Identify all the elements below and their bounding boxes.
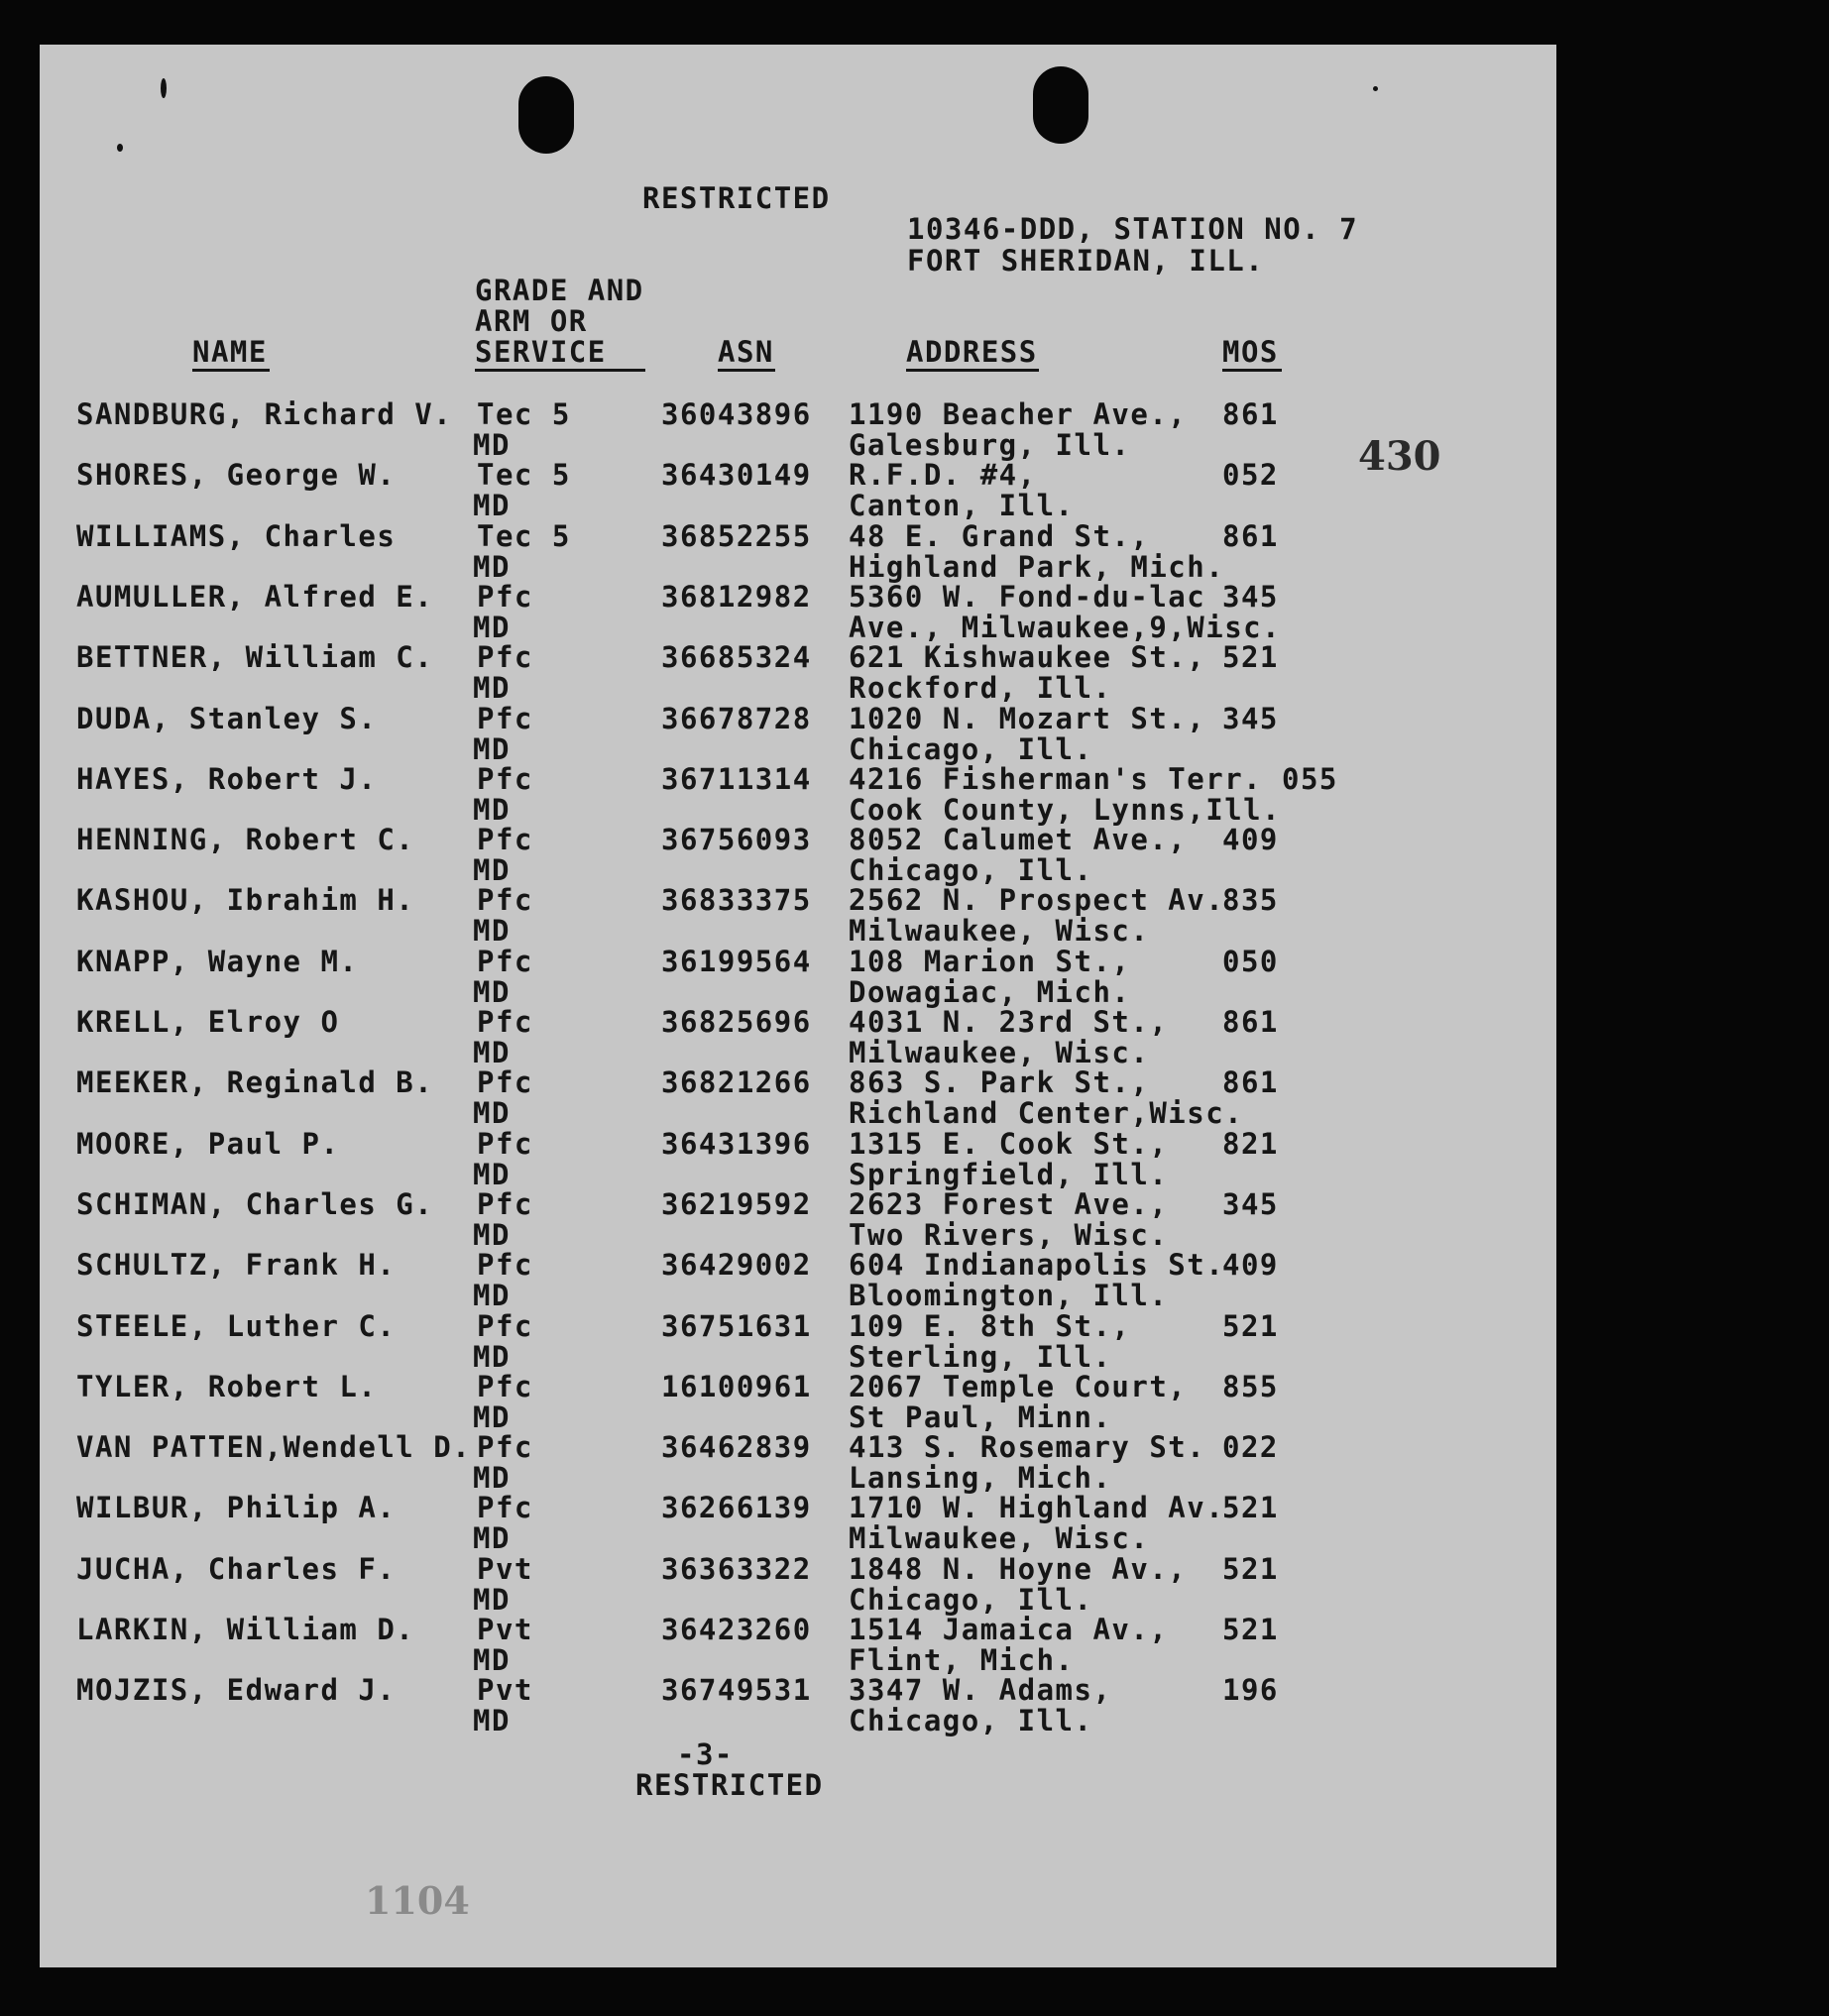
arm-cell: MD bbox=[473, 914, 511, 949]
mos-cell: 052 bbox=[1222, 458, 1279, 493]
mos-cell: 821 bbox=[1222, 1126, 1279, 1161]
ink-speck bbox=[1373, 86, 1378, 91]
name-cell: BETTNER, William C. bbox=[76, 640, 434, 675]
address-line1-cell: 4031 N. 23rd St., bbox=[849, 1005, 1169, 1039]
name-cell: KNAPP, Wayne M. bbox=[76, 944, 359, 978]
grade-cell: Tec 5 bbox=[477, 458, 571, 493]
arm-cell: MD bbox=[473, 1400, 511, 1434]
mos-cell: 521 bbox=[1222, 640, 1279, 675]
classification-bottom: RESTRICTED bbox=[635, 1768, 824, 1802]
grade-cell: Pfc bbox=[477, 701, 533, 735]
asn-cell: 36711314 bbox=[661, 761, 812, 796]
mos-cell: 345 bbox=[1222, 579, 1279, 614]
column-header-grade-line3: SERVICE bbox=[475, 335, 607, 369]
address-line2-cell: Chicago, Ill. bbox=[849, 731, 1093, 766]
address-line1-cell: R.F.D. #4, bbox=[849, 458, 1037, 493]
name-cell: MOJZIS, Edward J. bbox=[76, 1673, 397, 1708]
address-line1-cell: 2562 N. Prospect Av. bbox=[849, 883, 1225, 918]
column-header-asn: ASN bbox=[718, 335, 774, 369]
asn-cell: 36751631 bbox=[661, 1308, 812, 1343]
arm-cell: MD bbox=[473, 1461, 511, 1496]
arm-cell: MD bbox=[473, 1157, 511, 1191]
arm-cell: MD bbox=[473, 428, 511, 462]
name-cell: DUDA, Stanley S. bbox=[76, 701, 378, 735]
mos-cell: 521 bbox=[1222, 1308, 1279, 1343]
address-line1-cell: 48 E. Grand St., bbox=[849, 518, 1150, 553]
mos-cell: 855 bbox=[1222, 1369, 1279, 1403]
column-header-asn-underline bbox=[718, 369, 775, 372]
column-header-grade-line1: GRADE AND bbox=[475, 274, 644, 307]
grade-cell: Pfc bbox=[477, 883, 533, 918]
asn-cell: 36431396 bbox=[661, 1126, 812, 1161]
address-line1-cell: 8052 Calumet Ave., bbox=[849, 823, 1188, 857]
asn-cell: 36043896 bbox=[661, 397, 812, 431]
address-line2-cell: Rockford, Ill. bbox=[849, 671, 1112, 706]
mos-cell: 861 bbox=[1222, 1005, 1279, 1039]
address-line1-cell: 1020 N. Mozart St., bbox=[849, 701, 1206, 735]
address-line1-cell: 1848 N. Hoyne Av., bbox=[849, 1551, 1188, 1586]
asn-cell: 36430149 bbox=[661, 458, 812, 493]
name-cell: SCHULTZ, Frank H. bbox=[76, 1248, 397, 1283]
grade-cell: Pfc bbox=[477, 1369, 533, 1403]
name-cell: SCHIMAN, Charles G. bbox=[76, 1186, 434, 1221]
grade-cell: Tec 5 bbox=[477, 518, 571, 553]
address-line1-cell: 3347 W. Adams, bbox=[849, 1673, 1112, 1708]
arm-cell: MD bbox=[473, 1036, 511, 1069]
mos-cell: 409 bbox=[1222, 1248, 1279, 1283]
column-header-grade-underline bbox=[475, 369, 645, 372]
grade-cell: Tec 5 bbox=[477, 397, 571, 431]
punch-hole-left bbox=[518, 76, 574, 154]
arm-cell: MD bbox=[473, 731, 511, 766]
grade-cell: Pfc bbox=[477, 944, 533, 978]
classification-top: RESTRICTED bbox=[642, 181, 831, 215]
asn-cell: 36833375 bbox=[661, 883, 812, 918]
name-cell: JUCHA, Charles F. bbox=[76, 1551, 397, 1586]
arm-cell: MD bbox=[473, 1643, 511, 1677]
grade-cell: Pfc bbox=[477, 579, 533, 614]
address-line2-cell: St Paul, Minn. bbox=[849, 1400, 1112, 1434]
mos-cell: 835 bbox=[1222, 883, 1279, 918]
address-line2-cell: Dowagiac, Mich. bbox=[849, 974, 1131, 1009]
arm-cell: MD bbox=[473, 549, 511, 584]
address-line2-cell: Milwaukee, Wisc. bbox=[849, 1036, 1150, 1069]
mos-cell: 521 bbox=[1222, 1613, 1279, 1646]
address-line2-cell: Sterling, Ill. bbox=[849, 1339, 1112, 1374]
address-line2-cell: Two Rivers, Wisc. bbox=[849, 1217, 1169, 1252]
mos-cell: 521 bbox=[1222, 1491, 1279, 1525]
name-cell: WILBUR, Philip A. bbox=[76, 1491, 397, 1525]
name-cell: MEEKER, Reginald B. bbox=[76, 1065, 434, 1100]
mos-cell: 196 bbox=[1222, 1673, 1279, 1708]
arm-cell: MD bbox=[473, 1279, 511, 1313]
name-cell: KRELL, Elroy O bbox=[76, 1005, 340, 1039]
arm-cell: MD bbox=[473, 1582, 511, 1617]
address-line2-cell: Galesburg, Ill. bbox=[849, 428, 1131, 462]
address-line2-cell: Chicago, Ill. bbox=[849, 853, 1093, 888]
name-cell: STEELE, Luther C. bbox=[76, 1308, 397, 1343]
asn-cell: 36756093 bbox=[661, 823, 812, 857]
asn-cell: 36199564 bbox=[661, 944, 812, 978]
address-line1-cell: 2623 Forest Ave., bbox=[849, 1186, 1169, 1221]
address-line1-cell: 4216 Fisherman's Terr. bbox=[849, 761, 1263, 796]
column-header-grade-line2: ARM OR bbox=[475, 304, 588, 338]
grade-cell: Pfc bbox=[477, 1005, 533, 1039]
column-header-address: ADDRESS bbox=[906, 335, 1038, 369]
arm-cell: MD bbox=[473, 974, 511, 1009]
name-cell: KASHOU, Ibrahim H. bbox=[76, 883, 415, 918]
arm-cell: MD bbox=[473, 853, 511, 888]
address-line1-cell: 109 E. 8th St., bbox=[849, 1308, 1131, 1343]
arm-cell: MD bbox=[473, 671, 511, 706]
mos-cell: 345 bbox=[1222, 701, 1279, 735]
arm-cell: MD bbox=[473, 1521, 511, 1556]
grade-cell: Pfc bbox=[477, 761, 533, 796]
address-line1-cell: 1190 Beacher Ave., bbox=[849, 397, 1188, 431]
address-line2-cell: Bloomington, Ill. bbox=[849, 1279, 1169, 1313]
mos-cell: 861 bbox=[1222, 1065, 1279, 1100]
asn-cell: 36423260 bbox=[661, 1613, 812, 1646]
address-line1-cell: 863 S. Park St., bbox=[849, 1065, 1150, 1100]
name-cell: AUMULLER, Alfred E. bbox=[76, 579, 434, 614]
grade-cell: Pfc bbox=[477, 823, 533, 857]
station-location: FORT SHERIDAN, ILL. bbox=[907, 244, 1265, 278]
column-header-address-underline bbox=[906, 369, 1039, 372]
address-line1-cell: 1710 W. Highland Av. bbox=[849, 1491, 1225, 1525]
address-line1-cell: 1315 E. Cook St., bbox=[849, 1126, 1169, 1161]
address-line2-cell: Canton, Ill. bbox=[849, 489, 1075, 523]
address-line2-cell: Cook County, Lynns,Ill. bbox=[849, 792, 1282, 827]
grade-cell: Pfc bbox=[477, 1186, 533, 1221]
name-cell: SHORES, George W. bbox=[76, 458, 397, 493]
page-stamp-number: 430 bbox=[1358, 433, 1441, 480]
asn-cell: 36429002 bbox=[661, 1248, 812, 1283]
ink-speck bbox=[161, 78, 167, 98]
address-line2-cell: Milwaukee, Wisc. bbox=[849, 1521, 1150, 1556]
asn-cell: 36266139 bbox=[661, 1491, 812, 1525]
mos-cell: 022 bbox=[1222, 1430, 1279, 1465]
address-line2-cell: Lansing, Mich. bbox=[849, 1461, 1112, 1496]
name-cell: TYLER, Robert L. bbox=[76, 1369, 378, 1403]
address-line1-cell: 5360 W. Fond-du-lac bbox=[849, 579, 1206, 614]
name-cell: HAYES, Robert J. bbox=[76, 761, 378, 796]
grade-cell: Pfc bbox=[477, 1065, 533, 1100]
grade-cell: Pfc bbox=[477, 640, 533, 675]
asn-cell: 16100961 bbox=[661, 1369, 812, 1403]
ink-speck bbox=[117, 144, 123, 152]
column-header-name: NAME bbox=[192, 335, 268, 369]
address-line2-cell: Milwaukee, Wisc. bbox=[849, 914, 1150, 949]
arm-cell: MD bbox=[473, 1217, 511, 1252]
name-cell: MOORE, Paul P. bbox=[76, 1126, 340, 1161]
punch-hole-right bbox=[1033, 66, 1088, 144]
name-cell: LARKIN, William D. bbox=[76, 1613, 415, 1646]
mos-cell: 050 bbox=[1222, 944, 1279, 978]
name-cell: HENNING, Robert C. bbox=[76, 823, 415, 857]
address-line2-cell: Richland Center,Wisc. bbox=[849, 1096, 1244, 1131]
asn-cell: 36685324 bbox=[661, 640, 812, 675]
address-line2-cell: Springfield, Ill. bbox=[849, 1157, 1169, 1191]
arm-cell: MD bbox=[473, 792, 511, 827]
address-line1-cell: 1514 Jamaica Av., bbox=[849, 1613, 1169, 1646]
name-cell: SANDBURG, Richard V. bbox=[76, 397, 453, 431]
address-line1-cell: 621 Kishwaukee St., bbox=[849, 640, 1206, 675]
asn-cell: 36363322 bbox=[661, 1551, 812, 1586]
column-header-mos-underline bbox=[1222, 369, 1282, 372]
grade-cell: Pfc bbox=[477, 1126, 533, 1161]
arm-cell: MD bbox=[473, 489, 511, 523]
arm-cell: MD bbox=[473, 1339, 511, 1374]
address-line2-cell: Flint, Mich. bbox=[849, 1643, 1075, 1677]
asn-cell: 36812982 bbox=[661, 579, 812, 614]
column-header-mos: MOS bbox=[1222, 335, 1279, 369]
page-number: -3- bbox=[677, 1737, 734, 1771]
address-line1-cell: 108 Marion St., bbox=[849, 944, 1131, 978]
mos-cell: 055 bbox=[1282, 761, 1338, 796]
asn-cell: 36852255 bbox=[661, 518, 812, 553]
arm-cell: MD bbox=[473, 1096, 511, 1131]
address-line1-cell: 413 S. Rosemary St. bbox=[849, 1430, 1206, 1465]
address-line2-cell: Ave., Milwaukee,9,Wisc. bbox=[849, 610, 1282, 644]
grade-cell: Pfc bbox=[477, 1430, 533, 1465]
mos-cell: 861 bbox=[1222, 397, 1279, 431]
archive-stamp-number: 1104 bbox=[365, 1878, 470, 1923]
asn-cell: 36678728 bbox=[661, 701, 812, 735]
address-line2-cell: Chicago, Ill. bbox=[849, 1704, 1093, 1738]
asn-cell: 36749531 bbox=[661, 1673, 812, 1708]
mos-cell: 861 bbox=[1222, 518, 1279, 553]
mos-cell: 521 bbox=[1222, 1551, 1279, 1586]
mos-cell: 345 bbox=[1222, 1186, 1279, 1221]
mos-cell: 409 bbox=[1222, 823, 1279, 857]
column-header-name-underline bbox=[192, 369, 270, 372]
grade-cell: Pvt bbox=[477, 1613, 533, 1646]
arm-cell: MD bbox=[473, 610, 511, 644]
address-line1-cell: 2067 Temple Court, bbox=[849, 1369, 1188, 1403]
name-cell: VAN PATTEN,Wendell D. bbox=[76, 1430, 472, 1465]
grade-cell: Pfc bbox=[477, 1248, 533, 1283]
grade-cell: Pvt bbox=[477, 1673, 533, 1708]
asn-cell: 36821266 bbox=[661, 1065, 812, 1100]
address-line1-cell: 604 Indianapolis St. bbox=[849, 1248, 1225, 1283]
name-cell: WILLIAMS, Charles bbox=[76, 518, 397, 553]
asn-cell: 36462839 bbox=[661, 1430, 812, 1465]
asn-cell: 36219592 bbox=[661, 1186, 812, 1221]
grade-cell: Pfc bbox=[477, 1308, 533, 1343]
unit-designation: 10346-DDD, STATION NO. 7 bbox=[907, 212, 1359, 246]
address-line2-cell: Chicago, Ill. bbox=[849, 1582, 1093, 1617]
address-line2-cell: Highland Park, Mich. bbox=[849, 549, 1225, 584]
arm-cell: MD bbox=[473, 1704, 511, 1738]
grade-cell: Pvt bbox=[477, 1551, 533, 1586]
grade-cell: Pfc bbox=[477, 1491, 533, 1525]
asn-cell: 36825696 bbox=[661, 1005, 812, 1039]
